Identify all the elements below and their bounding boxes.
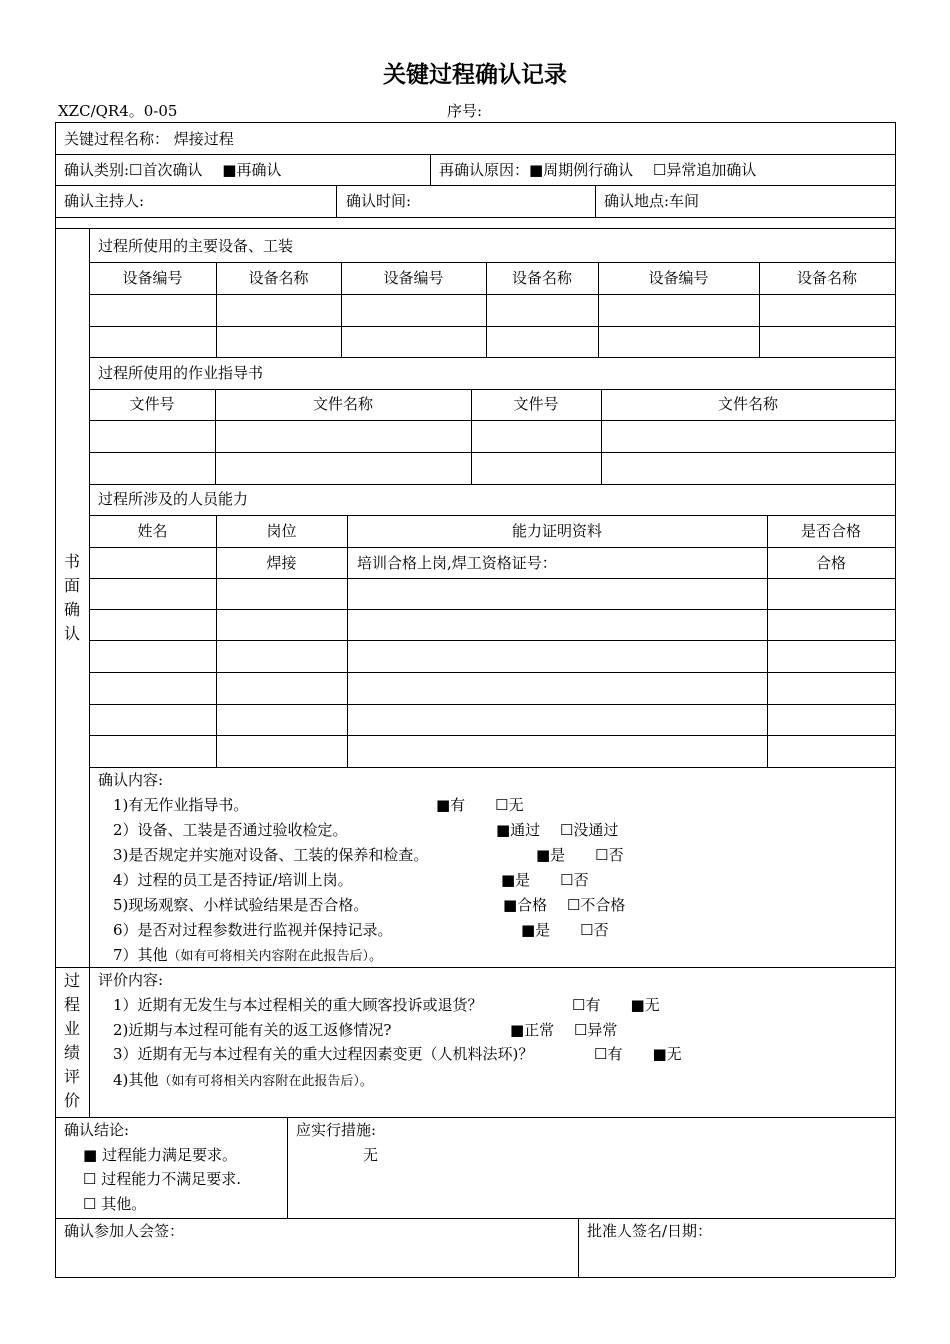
- row-line: [89, 326, 895, 327]
- conclusion-option: ☐ 其他。: [83, 1195, 147, 1213]
- equipment-header: 设备编号: [383, 269, 444, 287]
- confirm-question: 2）设备、工装是否通过验收检定。: [113, 821, 348, 839]
- row-line: [89, 609, 895, 610]
- row-line: [89, 547, 895, 548]
- location-label: 确认地点:车间: [604, 192, 700, 210]
- time-label: 确认时间:: [346, 192, 412, 210]
- label-char: 确: [63, 600, 80, 619]
- label-char: 面: [63, 576, 80, 595]
- row-line: [55, 1218, 895, 1219]
- serial-label: 序号:: [447, 102, 483, 120]
- col-line: [336, 185, 337, 217]
- row-line: [55, 1117, 895, 1118]
- row-line: [89, 672, 895, 673]
- equipment-header: 设备编号: [648, 269, 709, 287]
- personnel-heading: 过程所涉及的人员能力: [98, 490, 249, 508]
- performance-label: [55, 969, 89, 1113]
- participants-signature: 确认参加人会签：: [64, 1222, 185, 1240]
- personnel-proof: 培训合格上岗,焊工资格证号：: [357, 554, 557, 572]
- label-char: 绩: [63, 1043, 80, 1062]
- label-char: 价: [63, 1091, 80, 1110]
- row-line: [89, 515, 895, 516]
- confirm-question-other: [113, 945, 382, 967]
- row-line: [89, 262, 895, 263]
- confirm-type: 确认类别:☐首次确认 ■再确认: [64, 161, 282, 179]
- evaluation-question: 3）近期有无与本过程有关的重大过程因素变更（人机料法环)？: [113, 1045, 534, 1063]
- evaluation-heading: 评价内容:: [98, 971, 164, 989]
- confirm-question: 4）过程的员工是否持证/培训上岗。: [113, 871, 353, 889]
- reconfirm-reason: 再确认原因：■周期例行确认 ☐异常追加确认: [439, 161, 757, 179]
- confirm-content-heading: 确认内容:: [98, 771, 164, 789]
- written-confirm-label: [55, 550, 89, 646]
- document-code: XZC/QR4。0-05: [58, 102, 178, 120]
- instruction-header: 文件名称: [717, 395, 778, 413]
- conclusion-option: ☐ 过程能力不满足要求.: [83, 1170, 241, 1188]
- confirm-answer: ■是 ☐否: [536, 846, 624, 864]
- other-note: （如有可将相关内容附在此报告后）。: [158, 1074, 373, 1089]
- confirm-answer: ■是 ☐否: [521, 921, 609, 939]
- row-line: [55, 154, 895, 155]
- equipment-header: 设备名称: [248, 269, 309, 287]
- label-char: 业: [63, 1019, 80, 1038]
- confirm-question: 6）是否对过程参数进行监视并保持记录。: [113, 921, 393, 939]
- row-line: [89, 735, 895, 736]
- host-label: 确认主持人:: [64, 192, 145, 210]
- row-line: [89, 704, 895, 705]
- confirmation-form: [55, 122, 895, 1277]
- label-char: 认: [63, 624, 80, 643]
- personnel-position: 焊接: [266, 554, 297, 572]
- process-name: 关键过程名称： 焊接过程: [64, 130, 234, 148]
- row-line: [89, 452, 895, 453]
- personnel-header: 姓名: [137, 522, 168, 540]
- row-line: [55, 967, 895, 968]
- personnel-header: 能力证明资料: [511, 522, 602, 540]
- row-line: [89, 389, 895, 390]
- confirm-question: 5)现场观察、小样试验结果是否合格。: [113, 896, 369, 914]
- instruction-header: 文件名称: [312, 395, 373, 413]
- other-note: （如有可将相关内容附在此报告后）。: [167, 949, 383, 964]
- label-char: 书: [63, 552, 80, 571]
- measures-value: 无: [363, 1146, 379, 1164]
- col-line: [595, 185, 596, 217]
- personnel-qualified: 合格: [815, 554, 846, 572]
- evaluation-answer: ☐有 ■无: [572, 996, 660, 1014]
- equipment-header: 设备编号: [122, 269, 183, 287]
- row-line: [89, 420, 895, 421]
- page-title: 关键过程确认记录: [383, 62, 567, 88]
- col-line: [347, 515, 348, 767]
- row-line: [89, 767, 895, 768]
- equipment-header: 设备名称: [796, 269, 857, 287]
- personnel-header: 是否合格: [800, 522, 861, 540]
- border-bottom: [55, 1277, 895, 1278]
- confirm-answer: ■通过 ☐没通过: [496, 821, 619, 839]
- evaluation-answer: ■正常 ☐异常: [510, 1021, 618, 1039]
- label-char: 过: [63, 971, 80, 990]
- other-label: 7）其他: [113, 946, 168, 964]
- evaluation-question: 2)近期与本过程可能有关的返工返修情况?: [113, 1021, 392, 1039]
- row-line: [89, 294, 895, 295]
- row-line: [89, 357, 895, 358]
- personnel-header: 岗位: [266, 522, 297, 540]
- confirm-answer: ■有 ☐无: [436, 796, 524, 814]
- row-line: [89, 640, 895, 641]
- confirm-question: 3)是否规定并实施对设备、工装的保养和检查。: [113, 846, 429, 864]
- confirm-answer: ■是 ☐否: [501, 871, 589, 889]
- label-char: 评: [63, 1067, 80, 1086]
- instruction-header: 文件号: [129, 395, 175, 413]
- other-label: 4)其他: [113, 1071, 159, 1089]
- conclusion-option: ■ 过程能力满足要求。: [83, 1146, 237, 1164]
- conclusion-heading: 确认结论:: [64, 1121, 130, 1139]
- instruction-header: 文件号: [513, 395, 559, 413]
- border-top: [55, 122, 895, 123]
- measures-heading: 应实行措施:: [296, 1121, 377, 1139]
- label-char: 程: [63, 995, 80, 1014]
- row-line: [55, 228, 895, 229]
- col-line: [578, 1218, 579, 1277]
- evaluation-answer: ☐有 ■无: [594, 1045, 682, 1063]
- row-line: [55, 185, 895, 186]
- confirm-answer: ■合格 ☐不合格: [503, 896, 626, 914]
- confirm-question: 1)有无作业指导书。: [113, 796, 249, 814]
- instructions-heading: 过程所使用的作业指导书: [98, 364, 264, 382]
- row-line: [89, 578, 895, 579]
- col-line: [287, 1117, 288, 1218]
- evaluation-question-other: [113, 1070, 373, 1092]
- equipment-heading: 过程所使用的主要设备、工装: [98, 237, 294, 255]
- row-line: [55, 217, 895, 218]
- col-line: [430, 154, 431, 185]
- equipment-header: 设备名称: [511, 269, 572, 287]
- approver-signature: 批准人签名/日期：: [587, 1222, 713, 1240]
- evaluation-question: 1）近期有无发生与本过程相关的重大顾客投诉或退货？: [113, 996, 483, 1014]
- border-right: [895, 122, 896, 1277]
- row-line: [89, 484, 895, 485]
